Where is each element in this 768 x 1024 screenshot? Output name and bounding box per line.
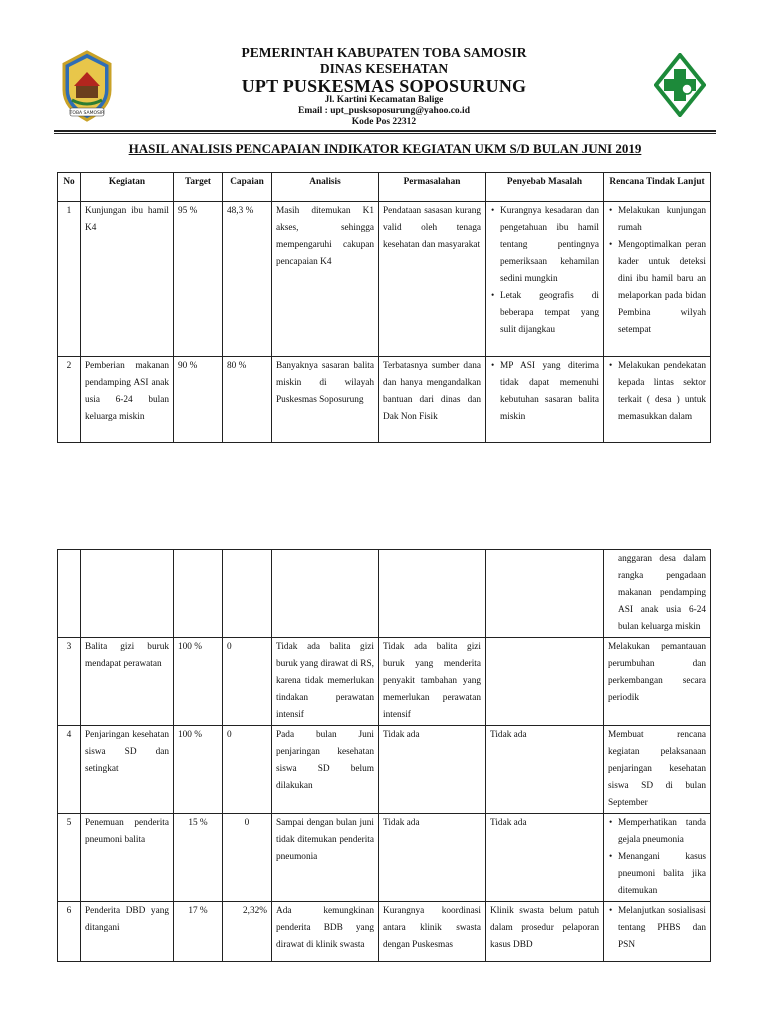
cell-capaian: 0 xyxy=(223,638,272,726)
header-government: PEMERINTAH KABUPATEN TOBA SAMOSIR xyxy=(241,45,527,60)
cell-rencana xyxy=(604,814,711,902)
list-item: • Mengoptimalkan peran kader untuk deteksi dini ibu hamil baru an melaporkan pada bidan Pembina wilyah setempat xyxy=(618,237,706,339)
header-address: Jl. Kartini Kecamatan Balige xyxy=(324,95,444,105)
cell-penyebab: Klinik swasta belum patuh dalam prosedur pelaporan kasus DBD xyxy=(486,902,604,962)
cell-no: 2 xyxy=(58,357,81,443)
cell-permasalahan: Tidak ada balita gizi buruk yang menderita penyakit tambahan yang memerlukan perawatan intensif xyxy=(379,638,486,726)
cell-rencana xyxy=(604,202,711,357)
cell-rencana xyxy=(604,902,711,962)
table-row xyxy=(58,902,711,962)
cell-kegiatan: Pemberian makanan pendamping ASI anak usia 6-24 bulan keluarga miskin xyxy=(81,357,174,443)
cell-kegiatan: Kunjungan ibu hamil K4 xyxy=(81,202,174,357)
cell-analisis: Masih ditemukan K1 akses, sehingga mempengaruhi cakupan pencapaian K4 xyxy=(272,202,379,357)
cell-no: 3 xyxy=(58,638,81,726)
cell-target xyxy=(174,550,223,638)
cell-penyebab: Tidak ada xyxy=(486,814,604,902)
cell-capaian: 0 xyxy=(223,726,272,814)
column-header-capaian: Capaian xyxy=(223,173,272,202)
cell-no xyxy=(58,550,81,638)
table-row-continued xyxy=(58,550,711,638)
column-header-analisis: Analisis xyxy=(272,173,379,202)
list-item: • Melakukan kunjungan rumah xyxy=(618,203,706,237)
cell-analisis xyxy=(272,550,379,638)
svg-text:TOBA SAMOSIR: TOBA SAMOSIR xyxy=(69,111,105,116)
cell-target: 90 % xyxy=(174,357,223,443)
cell-permasalahan xyxy=(379,550,486,638)
health-cross-logo-icon xyxy=(654,53,706,117)
analysis-table-part-2 xyxy=(57,549,711,962)
cell-permasalahan: Pendataan sasasan kurang valid oleh tenaga kesehatan dan masyarakat xyxy=(379,202,486,357)
cell-analisis: Sampai dengan bulan juni tidak ditemukan penderita pneumonia xyxy=(272,814,379,902)
column-header-no: No xyxy=(58,173,81,202)
header-email: Email : upt_pusksoposurung@yahoo.co.id xyxy=(298,106,470,116)
cell-target: 100 % xyxy=(174,638,223,726)
header-divider-thin xyxy=(54,133,716,134)
cell-rencana: anggaran desa dalam rangka pengadaan makanan pendamping ASI anak usia 6-24 bulan keluarga miskin xyxy=(604,550,711,638)
cell-no: 1 xyxy=(58,202,81,357)
cell-rencana: Melakukan pemantauan perumbuhan dan perkembangan secara periodik xyxy=(604,638,711,726)
column-header-penyebab: Penyebab Masalah xyxy=(486,173,604,202)
cell-capaian: 48,3 % xyxy=(223,202,272,357)
cell-no: 6 xyxy=(58,902,81,962)
list-item: • Kurangnya kesadaran dan pengetahuan ibu hamil tentang pentingnya pemeriksaan kehamilan sedini mungkin xyxy=(500,203,599,288)
cell-penyebab xyxy=(486,202,604,357)
list-item: • Menangani kasus pneumoni balita jika ditemukan xyxy=(618,849,706,900)
cell-kegiatan: Penemuan penderita pneumoni balita xyxy=(81,814,174,902)
cell-permasalahan: Tidak ada xyxy=(379,814,486,902)
column-header-kegiatan: Kegiatan xyxy=(81,173,174,202)
cell-no: 4 xyxy=(58,726,81,814)
cell-capaian xyxy=(223,550,272,638)
list-item: • Memperhatikan tanda gejala pneumonia xyxy=(618,815,706,849)
column-header-permasalahan: Permasalahan xyxy=(379,173,486,202)
cell-kegiatan xyxy=(81,550,174,638)
table-header-row xyxy=(58,173,711,202)
cell-capaian: 80 % xyxy=(223,357,272,443)
list-item: • Melanjutkan sosialisasi tentang PHBS dan PSN xyxy=(618,903,706,954)
cell-penyebab xyxy=(486,357,604,443)
cell-target: 100 % xyxy=(174,726,223,814)
cell-target: 17 % xyxy=(174,902,223,962)
cell-analisis: Pada bulan Juni penjaringan kesehatan siswa SD belum dilakukan xyxy=(272,726,379,814)
cell-penyebab xyxy=(486,550,604,638)
cell-target: 95 % xyxy=(174,202,223,357)
list-item: • Melakukan pendekatan kepada lintas sektor terkait ( desa ) untuk memasukkan dalam xyxy=(618,358,706,426)
cell-permasalahan: Kurangnya koordinasi antara klinik swasta dengan Puskesmas xyxy=(379,902,486,962)
list-item: • Letak geografis di beberapa tempat yang sulit dijangkau xyxy=(500,288,599,339)
header-department: DINAS KESEHATAN xyxy=(319,61,449,76)
list-item: • MP ASI yang diterima tidak dapat memenuhi kebutuhan sasaran balita miskin xyxy=(500,358,599,426)
header-postal-code: Kode Pos 22312 xyxy=(351,117,417,127)
cell-analisis: Ada kemungkinan penderita BDB yang dirawat di klinik swasta xyxy=(272,902,379,962)
cell-analisis: Tidak ada balita gizi buruk yang dirawat di RS, karena tidak memerlukan tindakan perawatan intensif xyxy=(272,638,379,726)
table-row xyxy=(58,638,711,726)
cell-no: 5 xyxy=(58,814,81,902)
cell-capaian: 2,32% xyxy=(223,902,272,962)
cell-permasalahan: Terbatasnya sumber dana dan hanya mengandalkan bantuan dari dinas dan Dak Non Fisik xyxy=(379,357,486,443)
cell-penyebab xyxy=(486,638,604,726)
cell-capaian: 0 xyxy=(223,814,272,902)
toba-samosir-seal-logo xyxy=(60,50,114,122)
table-row xyxy=(58,357,711,443)
table-row xyxy=(58,726,711,814)
document-title: HASIL ANALISIS PENCAPAIAN INDIKATOR KEGIATAN UKM S/D BULAN JUNI 2019 xyxy=(128,141,642,156)
cell-rencana: Membuat rencana kegiatan pelaksanaan penjaringan kesehatan siswa SD di bulan September xyxy=(604,726,711,814)
cell-analisis: Banyaknya sasaran balita miskin di wilayah Puskesmas Soposurung xyxy=(272,357,379,443)
cell-permasalahan: Tidak ada xyxy=(379,726,486,814)
analysis-table-part-1 xyxy=(57,172,711,443)
column-header-target: Target xyxy=(174,173,223,202)
cell-kegiatan: Penderita DBD yang ditangani xyxy=(81,902,174,962)
cell-penyebab: Tidak ada xyxy=(486,726,604,814)
cell-kegiatan: Balita gizi buruk mendapat perawatan xyxy=(81,638,174,726)
cell-rencana xyxy=(604,357,711,443)
header-divider xyxy=(54,130,716,132)
cell-kegiatan: Penjaringan kesehatan siswa SD dan setingkat xyxy=(81,726,174,814)
header-institution: UPT PUSKESMAS SOPOSURUNG xyxy=(241,76,527,96)
table-row xyxy=(58,202,711,357)
cell-target: 15 % xyxy=(174,814,223,902)
column-header-rencana: Rencana Tindak Lanjut xyxy=(604,173,711,202)
table-row xyxy=(58,814,711,902)
